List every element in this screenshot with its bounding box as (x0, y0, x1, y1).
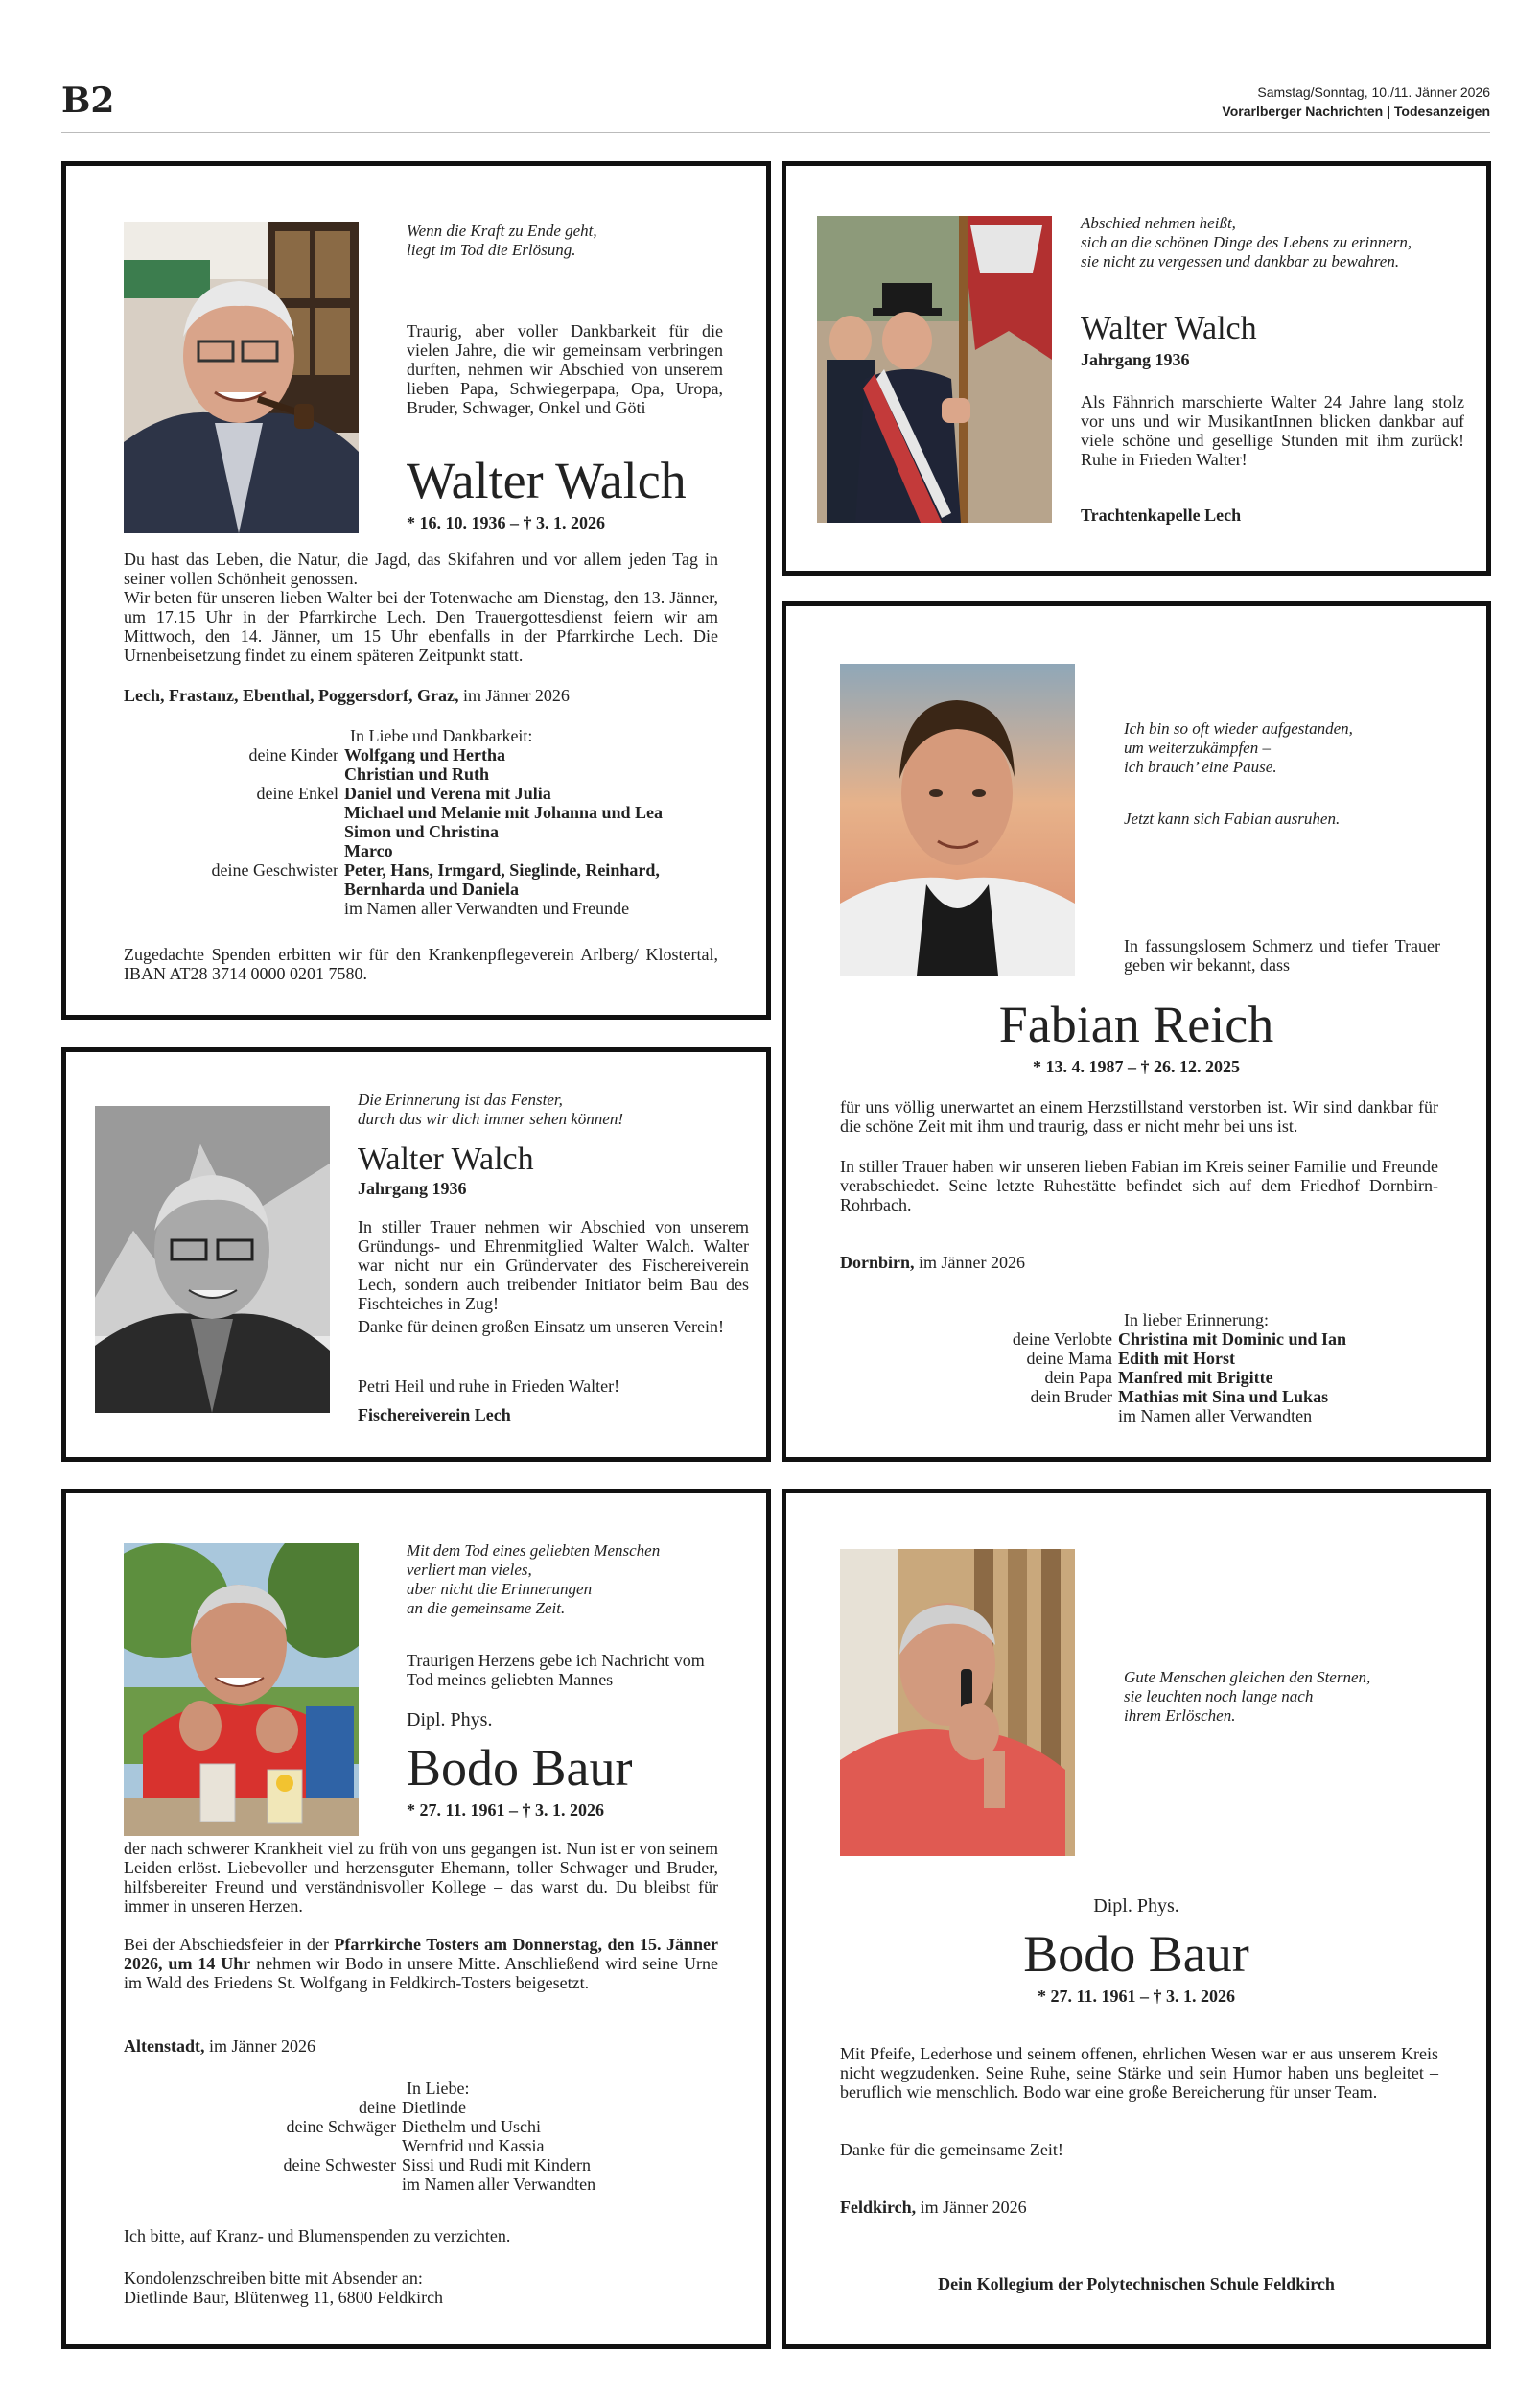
life-dates: * 27. 11. 1961 – † 3. 1. 2026 (1037, 1987, 1235, 2006)
birth-year: Jahrgang 1936 (358, 1179, 467, 1198)
portrait-walter-walch-bw (95, 1106, 330, 1413)
deceased-name: Walter Walch (1081, 311, 1257, 346)
intro-text: Traurigen Herzens gebe ich Nachricht vom Tod meines geliebten Mannes (407, 1651, 705, 1689)
deceased-name: Bodo Baur (1023, 1925, 1249, 1983)
quote: Wenn die Kraft zu Ende geht, liegt im Tod die Erlösung. (407, 222, 597, 259)
family-names: Dietlinde (402, 2098, 466, 2117)
family-row (143, 803, 737, 822)
family-names: Michael und Melanie mit Johanna und Lea (344, 803, 664, 822)
obituary-walter-walch-fischereiverein (61, 1047, 771, 1462)
family-row-schwaeger (200, 2117, 737, 2136)
family-names: Christina mit Dominic und Ian (1118, 1329, 1347, 1349)
ceremony-text (124, 1935, 718, 1992)
academic-title: Dipl. Phys. (407, 1709, 493, 1730)
academic-title: Dipl. Phys. (1093, 1895, 1179, 1916)
no-flowers-note: Ich bitte, auf Kranz- und Blumenspenden zu verzichten. (124, 2226, 511, 2245)
body-text: In stiller Trauer nehmen wir Abschied von unserem Gründungs- und Ehrenmitglied Walter Walch. Walter war nicht nur ein Gründervater des Fischereiverein Lech, sondern auch treibender Initiator beim Bau des Fischteiches in Zug! (358, 1217, 749, 1313)
publication-name: Vorarlberger Nachrichten (1222, 104, 1384, 119)
in-love-heading: In Liebe: (407, 2079, 470, 2098)
page-number: B2 (61, 81, 115, 121)
intro-text: In fassungslosem Schmerz und tiefer Trauer geben wir bekannt, dass (1124, 936, 1440, 975)
body-text: Mit Pfeife, Lederhose und seinem offenen, ehrlichen Wesen war er aus unserem Kreis nicht wegzudenken. Seine Ruhe, seine Stärke und sein Humor haben uns begleitet – beruflich wie menschlich. Bodo war eine große Bereicherung für unser Team. (840, 2044, 1438, 2102)
family-names: Diethelm und Uschi (402, 2117, 541, 2136)
family-names: Sissi und Rudi mit Kindern (402, 2155, 592, 2175)
ceremony-text-a: Bei der Abschiedsfeier in der (124, 1935, 335, 1954)
place-line (124, 2036, 315, 2056)
body-text: der nach schwerer Krankheit viel zu früh von uns gegangen ist. Nun ist er von seinem Leiden erlöst. Liebevoller und herzensguter Ehemann, toller Schwager und Bruder, hilfsbereiter Freund und verständnisvoller Kollege – das warst du. Du bleibst für immer in unseren Herzen. (124, 1839, 718, 1916)
place: Altenstadt, (124, 2036, 205, 2056)
family-names: Peter, Hans, Irmgard, Sieglinde, Reinhard, (344, 860, 660, 880)
thanks-text: Danke für deinen großen Einsatz um unseren Verein! (358, 1317, 725, 1336)
quote: Mit dem Tod eines geliebten Menschen verliert man vieles, aber nicht die Erinnerungen an die gemeinsame Zeit. (407, 1541, 661, 1617)
relation-label: dein Bruder (1030, 1387, 1112, 1406)
month: im Jänner 2026 (204, 2036, 315, 2056)
relation-label: deine Enkel (256, 784, 338, 803)
body-text: Als Fähnrich marschierte Walter 24 Jahre lang stolz vor uns und wir MusikantInnen blicken dankbar auf viele schöne und gesellige Stunden mit ihm zurück! Ruhe in Frieden Walter! (1081, 392, 1464, 469)
quote: Ich bin so oft wieder aufgestanden, um weiterzukämpfen – ich brauch’ eine Pause. (1124, 719, 1353, 776)
body-text: für uns völlig unerwartet an einem Herzstillstand verstorben ist. Wir sind dankbar für die schöne Zeit mit ihm und traurig, dass er nicht mehr bei uns ist. (840, 1097, 1438, 1136)
photo-walter-walch-flag-bearer (817, 216, 1052, 523)
condolence-address: Kondolenzschreiben bitte mit Absender an: Dietlinde Baur, Blütenweg 11, 6800 Feldkirch (124, 2269, 444, 2307)
family-row (143, 899, 737, 918)
farewell-text: Petri Heil und ruhe in Frieden Walter! (358, 1376, 620, 1396)
obituary-walter-walch-trachtenkapelle (782, 161, 1491, 576)
header-divider (61, 132, 1490, 133)
month: im Jänner 2026 (458, 686, 570, 705)
obituary-fabian-reich (782, 601, 1491, 1462)
quote: Abschied nehmen heißt, sich an die schönen Dinge des Lebens zu erinnern, sie nicht zu vergessen und dankbar zu bewahren. (1081, 214, 1412, 270)
relation-label: deine Mama (1026, 1349, 1112, 1368)
obituary-bodo-baur-family (61, 1489, 771, 2349)
signature: Trachtenkapelle Lech (1081, 505, 1242, 525)
signature: Dein Kollegium der Polytechnischen Schule Feldkirch (938, 2274, 1335, 2293)
page-header-info (1222, 82, 1490, 121)
family-names: Simon und Christina (344, 822, 500, 841)
portrait-bodo-baur-pipe (840, 1549, 1075, 1856)
family-list (143, 745, 737, 918)
family-names: Christian und Ruth (344, 764, 490, 784)
body-text: Du hast das Leben, die Natur, die Jagd, das Skifahren und vor allem jeden Tag in seiner vollen Schönheit genossen. Wir beten für unseren lieben Walter bei der Totenwache am Dienstag, den 13. Jänner, um 17.15 Uhr in der Pfarrkirche Lech. Den Trauergottesdienst feiern wir am Mittwoch, den 14. Jänner, um 15 Uhr ebenfalls in der Pfarrkirche Lech. Die Urnenbeisetzung findet zu einem späteren Zeitpunkt statt. (124, 550, 718, 665)
portrait-bodo-baur-outdoor (124, 1543, 359, 1836)
portrait-fabian-reich (840, 664, 1075, 976)
life-dates: * 27. 11. 1961 – † 3. 1. 2026 (407, 1800, 605, 1820)
family-names: im Namen aller Verwandten (1118, 1406, 1313, 1425)
obituary-walter-walch-family (61, 161, 771, 1020)
portrait-walter-walch-pipe (124, 222, 359, 533)
life-dates: * 16. 10. 1936 – † 3. 1. 2026 (407, 513, 605, 532)
deceased-name: Fabian Reich (998, 996, 1274, 1053)
relation-label: dein Papa (1044, 1368, 1112, 1387)
publication-line: Vorarlberger Nachrichten | Todesanzeigen (1222, 104, 1490, 119)
family-row-schwester (200, 2155, 737, 2175)
family-names: im Namen aller Verwandten und Freunde (344, 899, 630, 918)
issue-date: Samstag/Sonntag, 10./11. Jänner 2026 (1257, 84, 1490, 100)
quote: Gute Menschen gleichen den Sternen, sie leuchten noch lange nach ihrem Erlöschen. (1124, 1668, 1371, 1725)
intro-text: Traurig, aber voller Dankbarkeit für die vielen Jahre, die wir gemeinsam verbringen durften, nehmen wir Abschied von unserem lieben Papa, Schwiegerpapa, Opa, Uropa, Bruder, Schwager, Onkel und Göti (407, 321, 723, 417)
family-names: Bernharda und Daniela (344, 880, 520, 899)
thanks-text: Danke für die gemeinsame Zeit! (840, 2140, 1063, 2159)
in-love-heading: In Liebe und Dankbarkeit: (350, 726, 533, 745)
ceremony-text-c: nehmen wir Bodo in unsere Mitte. Anschließend wird seine Urne im Wald des Friedens St. Wolfgang in Feldkirch-Tosters beigesetzt. (124, 1954, 718, 1992)
family-row (143, 822, 737, 841)
life-dates: * 13. 4. 1987 – † 26. 12. 2025 (1033, 1057, 1240, 1076)
family-names: im Namen aller Verwandten (402, 2175, 596, 2194)
family-names: Wernfrid und Kassia (402, 2136, 545, 2155)
family-row (143, 841, 737, 860)
quote: Die Erinnerung ist das Fenster, durch das wir dich immer sehen können! (358, 1091, 623, 1128)
family-row (200, 2175, 737, 2194)
birth-year: Jahrgang 1936 (1081, 350, 1190, 369)
relation-label: deine Schwäger (286, 2117, 396, 2136)
places: Lech, Frastanz, Ebenthal, Poggersdorf, Graz, (124, 686, 459, 705)
family-row (917, 1406, 1473, 1425)
family-row-verlobte (917, 1329, 1473, 1349)
places-line (124, 686, 718, 705)
place: Dornbirn, (840, 1253, 915, 1272)
deceased-name: Walter Walch (407, 452, 687, 509)
family-row-kinder (143, 745, 737, 764)
section-name: Todesanzeigen (1393, 104, 1490, 119)
family-row (200, 2136, 737, 2155)
obituary-bodo-baur-school (782, 1489, 1491, 2349)
place-line (840, 2198, 1027, 2217)
deceased-name: Walter Walch (358, 1141, 534, 1177)
family-names: Manfred mit Brigitte (1118, 1368, 1273, 1387)
relation-label: deine Verlobte (1012, 1329, 1112, 1349)
family-row-mama (917, 1349, 1473, 1368)
family-names: Marco (344, 841, 393, 860)
family-row-geschwister (143, 860, 737, 880)
quote-second: Jetzt kann sich Fabian ausruhen. (1124, 810, 1341, 828)
signature: Fischereiverein Lech (358, 1405, 511, 1424)
family-row-papa (917, 1368, 1473, 1387)
donation-note: Zugedachte Spenden erbitten wir für den Krankenpflegeverein Arlberg/ Klostertal, IBAN AT28 3714 0000 0201 7580. (124, 945, 718, 983)
body-text-second: In stiller Trauer haben wir unseren lieben Fabian im Kreis seiner Familie und Freunde verabschiedet. Seine letzte Ruhestätte befindet sich auf dem Friedhof Dornbirn-Rohrbach. (840, 1157, 1438, 1214)
family-names: Wolfgang und Hertha (344, 745, 506, 764)
family-names: Daniel und Verena mit Julia (344, 784, 551, 803)
family-row-wife (200, 2098, 737, 2117)
family-names: Mathias mit Sina und Lukas (1118, 1387, 1329, 1406)
month: im Jänner 2026 (914, 1253, 1025, 1272)
family-row (143, 880, 737, 899)
family-names: Edith mit Horst (1118, 1349, 1236, 1368)
relation-label: deine Schwester (283, 2155, 396, 2175)
place-line (840, 1253, 1025, 1272)
relation-label: deine Geschwister (211, 860, 338, 880)
family-row-enkel (143, 784, 737, 803)
ceremony-details: Pfarrkirche Tosters am Donnerstag, den 15. Jänner 2026, um 14 Uhr (124, 1935, 718, 1973)
month: im Jänner 2026 (916, 2198, 1027, 2217)
relation-label: deine Kinder (248, 745, 338, 764)
family-list (200, 2098, 737, 2194)
relation-label: deine (359, 2098, 396, 2117)
family-row (143, 764, 737, 784)
place: Feldkirch, (840, 2198, 917, 2217)
family-list (917, 1329, 1473, 1425)
deceased-name: Bodo Baur (407, 1739, 633, 1797)
in-memory-heading: In lieber Erinnerung: (1124, 1310, 1269, 1329)
family-row-bruder (917, 1387, 1473, 1406)
